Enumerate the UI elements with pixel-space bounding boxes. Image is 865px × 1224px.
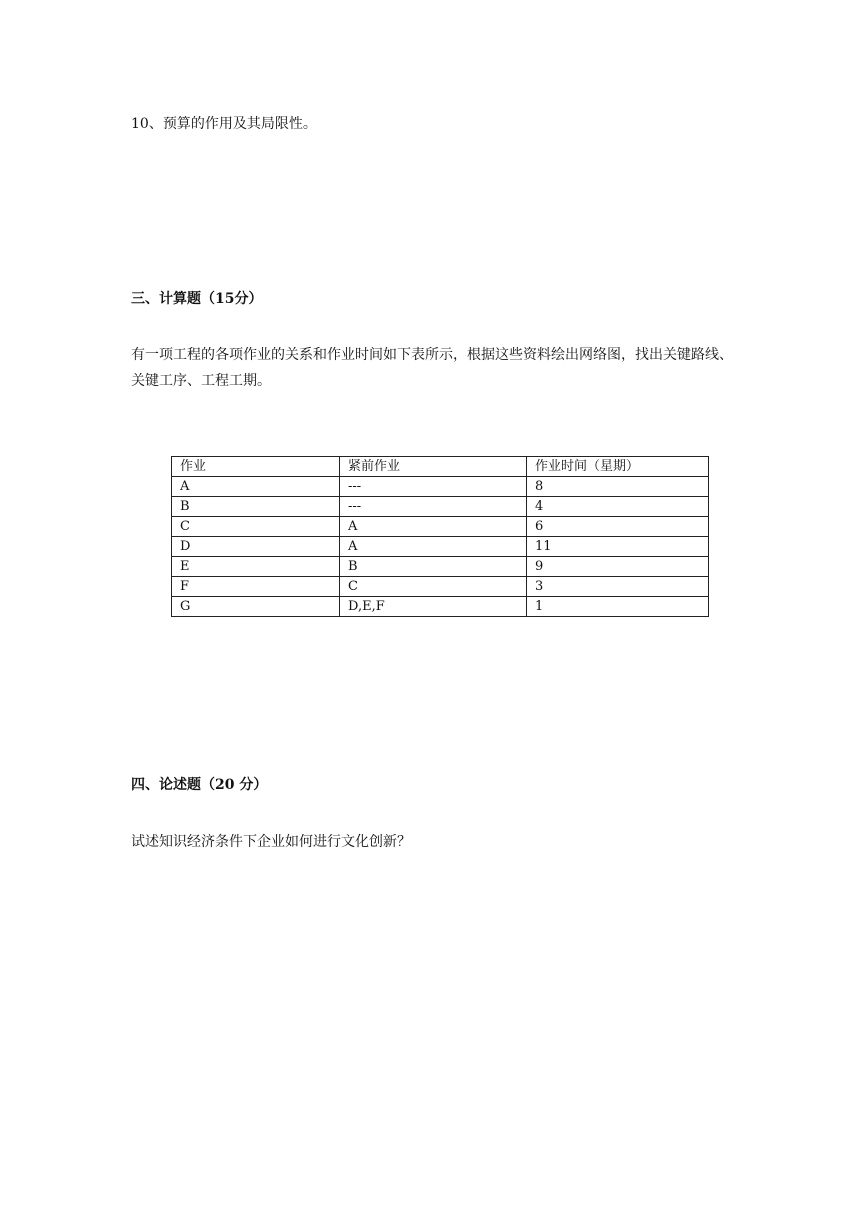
header-duration: 作业时间（星期）: [527, 457, 709, 477]
table-row: [172, 497, 709, 517]
activity-cell: A: [172, 477, 340, 497]
predecessor-cell: ---: [340, 477, 527, 497]
predecessor-cell: C: [340, 577, 527, 597]
duration-cell: 9: [527, 557, 709, 577]
duration-cell: 11: [527, 537, 709, 557]
section-4-question: 试述知识经济条件下企业如何进行文化创新？: [131, 834, 411, 850]
table-header-row: [172, 457, 709, 477]
activity-cell: E: [172, 557, 340, 577]
table-row: [172, 477, 709, 497]
table-row: [172, 597, 709, 617]
activity-table: [171, 456, 709, 617]
table-row: [172, 517, 709, 537]
duration-cell: 6: [527, 517, 709, 537]
section-4-title: 四、论述题（20 分）: [131, 777, 268, 793]
header-activity: 作业: [172, 457, 340, 477]
question-10: 10、预算的作用及其局限性。: [131, 116, 317, 132]
activity-cell: B: [172, 497, 340, 517]
section-3-title: 三、计算题（15分）: [131, 291, 263, 307]
predecessor-cell: D,E,F: [340, 597, 527, 617]
header-predecessor: 紧前作业: [340, 457, 527, 477]
activity-cell: F: [172, 577, 340, 597]
predecessor-cell: B: [340, 557, 527, 577]
predecessor-cell: A: [340, 517, 527, 537]
predecessor-cell: A: [340, 537, 527, 557]
activity-cell: D: [172, 537, 340, 557]
section-3-description: 有一项工程的各项作业的关系和作业时间如下表所示，根据这些资料绘出网络图，找出关键路线、关键工序、工程工期。: [131, 347, 733, 389]
predecessor-cell: ---: [340, 497, 527, 517]
duration-cell: 4: [527, 497, 709, 517]
table-row: [172, 537, 709, 557]
table-row: [172, 577, 709, 597]
duration-cell: 1: [527, 597, 709, 617]
duration-cell: 3: [527, 577, 709, 597]
duration-cell: 8: [527, 477, 709, 497]
activity-cell: C: [172, 517, 340, 537]
table-row: [172, 557, 709, 577]
activity-cell: G: [172, 597, 340, 617]
